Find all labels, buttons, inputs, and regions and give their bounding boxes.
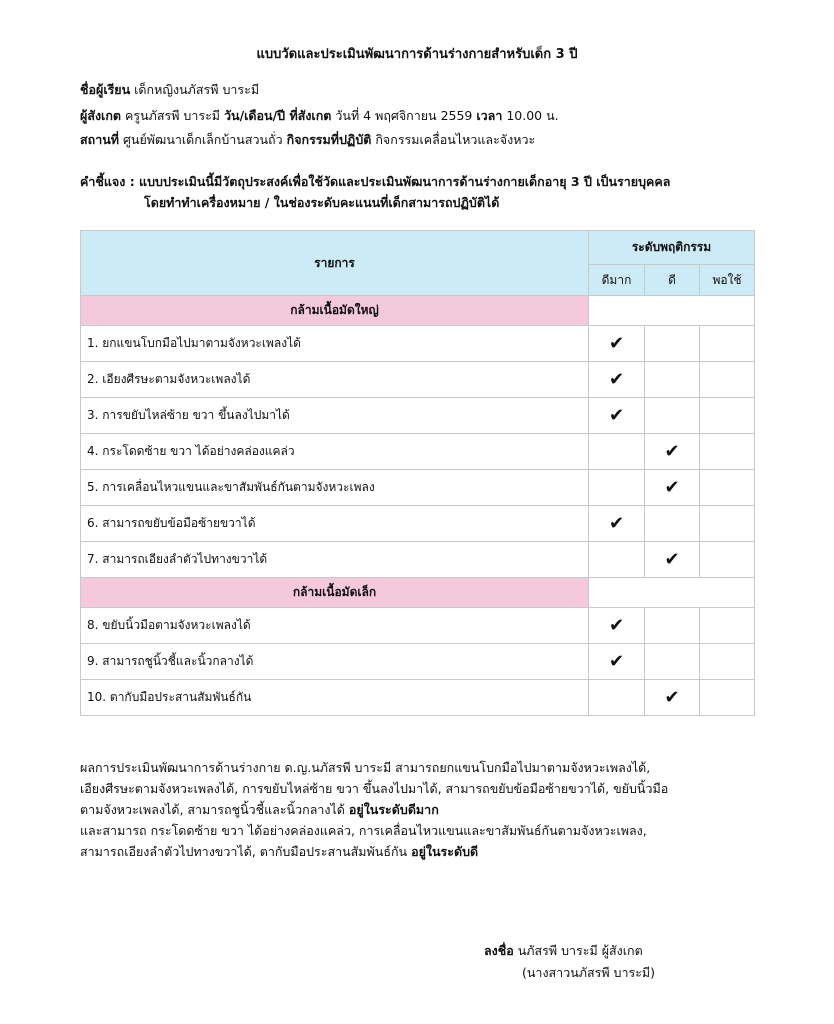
rating-cell [700,542,755,578]
time-value: 10.00 น. [506,108,559,123]
time-label: เวลา [476,108,503,123]
check-mark-icon: ✔ [664,441,680,462]
item-label: 6. สามารถขยับข้อมือซ้ายขวาได้ [81,506,589,542]
signature-role: ผู้สังเกต [601,943,643,958]
header-level: ระดับพฤติกรรม [589,231,755,265]
signature-label: ลงชื่อ [484,943,514,958]
date-value: วันที่ 4 พฤศจิกายน 2559 [335,108,473,123]
instructions-line-2: โดยทำทำเครื่องหมาย / ในช่องระดับคะแนนที่เด็กสามารถปฏิบัติได้ [144,195,500,210]
rating-cell [700,362,755,398]
check-mark-icon: ✔ [664,477,680,498]
check-mark-icon: ✔ [664,549,680,570]
rating-cell [700,680,755,716]
rating-cell [589,434,645,470]
summary-level-very-good: อยู่ในระดับดีมาก [348,802,439,817]
item-label: 4. กระโดดซ้าย ขวา ได้อย่างคล่องแคล่ว [81,434,589,470]
summary-line: และสามารถ กระโดดซ้าย ขวา ได้อย่างคล่องแคล่ว, การเคลื่อนไหวแขนและขาสัมพันธ์กันตามจังหวะเพลง, [80,823,647,838]
table-row [81,542,755,578]
observer-value: ครูนภัสรพี บาระมี [125,108,221,123]
evaluation-table [80,230,755,716]
rating-cell [589,506,645,542]
section-row [81,578,755,608]
rating-cell [700,398,755,434]
item-label: 1. ยกแขนโบกมือไปมาตามจังหวะเพลงได้ [81,326,589,362]
rating-cell [589,470,645,506]
item-label: 7. สามารถเอียงลำตัวไปทางขวาได้ [81,542,589,578]
rating-cell [589,608,645,644]
summary-line: ผลการประเมินพัฒนาการด้านร่างกาย ด.ญ.นภัสรพี บาระมี สามารถยกแขนโบกมือไปมาตามจังหวะเพลงได้, [80,760,651,775]
place-label: สถานที่ [80,132,120,147]
place-value: ศูนย์พัฒนาเด็กเล็กบ้านสวนถั่ว [123,132,283,147]
rating-cell [645,398,700,434]
rating-cell [700,470,755,506]
student-label: ชื่อผู้เรียน [80,82,131,97]
rating-cell [589,326,645,362]
rating-cell [700,644,755,680]
section-header: กล้ามเนื้อมัดใหญ่ [81,296,589,326]
rating-cell [645,608,700,644]
item-label: 8. ขยับนิ้วมือตามจังหวะเพลงได้ [81,608,589,644]
item-label: 3. การขยับไหล่ซ้าย ขวา ขึ้นลงไปมาได้ [81,398,589,434]
table-row [81,434,755,470]
signature-line [484,941,643,961]
rating-cell [589,644,645,680]
header-item: รายการ [81,231,589,296]
summary-paragraph [80,757,770,862]
rating-cell [645,680,700,716]
table-row [81,326,755,362]
table-row [81,470,755,506]
summary-line: เอียงศีรษะตามจังหวะเพลงได้, การขยับไหล่ซ้าย ขวา ขึ้นลงไปมาได้, สามารถขยับข้อมือซ้ายขวาได้, ขยับนิ้วมือ [80,781,669,796]
rating-cell [589,680,645,716]
rating-cell [645,326,700,362]
summary-text: สามารถเอียงลำตัวไปทางขวาได้, ตากับมือประสานสัมพันธ์กัน [80,844,408,859]
check-mark-icon: ✔ [608,513,625,534]
section-blank-cell [589,296,755,326]
instructions-line-1: คำชี้แจง : แบบประเมินนี้มีวัตถุประสงค์เพื่อใช้วัดและประเมินพัฒนาการด้านร่างกายเด็กอายุ 3 ปี เป็นรายบุคคล [80,174,671,189]
rating-cell [589,398,645,434]
place-line [80,130,535,150]
check-mark-icon: ✔ [608,615,625,636]
check-mark-icon: ✔ [608,405,625,426]
rating-cell [700,506,755,542]
rating-cell [700,326,755,362]
date-label: วัน/เดือน/ปี ที่สังเกต [224,108,332,123]
table-row [81,398,755,434]
check-mark-icon: ✔ [664,687,680,708]
rating-cell [589,542,645,578]
activity-label: กิจกรรมที่ปฏิบัติ [286,132,372,147]
item-label: 5. การเคลื่อนไหวแขนและขาสัมพันธ์กันตามจังหวะเพลง [81,470,589,506]
document-title: แบบวัดและประเมินพัฒนาการด้านร่างกายสำหรับเด็ก 3 ปี [256,47,578,62]
item-label: 10. ตากับมือประสานสัมพันธ์กัน [81,680,589,716]
observer-line [80,106,559,126]
section-header: กล้ามเนื้อมัดเล็ก [81,578,589,608]
item-label: 9. สามารถชูนิ้วชี้และนิ้วกลางได้ [81,644,589,680]
rating-cell [645,470,700,506]
table-row [81,644,755,680]
check-mark-icon: ✔ [608,369,625,390]
signature-full-name: (นางสาวนภัสรพี บาระมี) [522,965,656,980]
table-row [81,506,755,542]
observer-label: ผู้สังเกต [80,108,122,123]
rating-cell [700,434,755,470]
rating-cell [645,506,700,542]
summary-line [80,841,770,862]
rating-cell [645,542,700,578]
rating-cell [589,362,645,398]
student-line [80,80,259,100]
check-mark-icon: ✔ [608,333,625,354]
section-blank-cell [589,578,755,608]
summary-text: ตามจังหวะเพลงได้, สามารถชูนิ้วชี้และนิ้วกลางได้ [80,802,345,817]
header-level-good: ดี [645,265,700,296]
header-level-fair: พอใช้ [700,265,755,296]
rating-cell [645,362,700,398]
summary-level-good: อยู่ในระดับดี [411,844,479,859]
rating-cell [645,434,700,470]
check-mark-icon: ✔ [608,651,625,672]
item-label: 2. เอียงศีรษะตามจังหวะเพลงได้ [81,362,589,398]
student-value: เด็กหญิงนภัสรพี บาระมี [134,82,260,97]
rating-cell [645,644,700,680]
table-row [81,680,755,716]
signature-name: นภัสรพี บาระมี [517,943,598,958]
table-row [81,608,755,644]
section-row [81,296,755,326]
activity-value: กิจกรรมเคลื่อนไหวและจังหวะ [375,132,536,147]
summary-line [80,799,770,820]
rating-cell [700,608,755,644]
table-row [81,362,755,398]
header-level-very-good: ดีมาก [589,265,645,296]
